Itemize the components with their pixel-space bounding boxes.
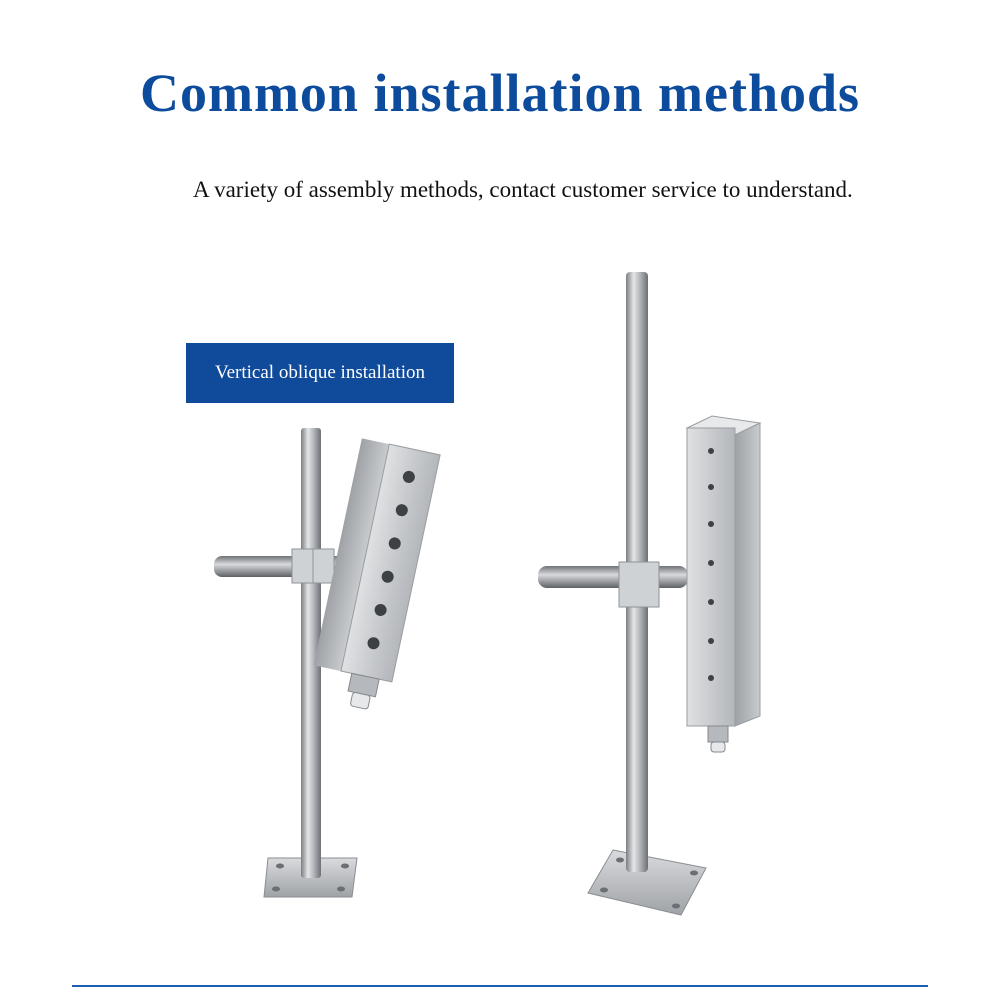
installation-type-badge: Vertical oblique installation (186, 343, 454, 403)
description-text: A variety of assembly methods, contact customer service to understand. (193, 177, 853, 202)
right-assembly (538, 272, 760, 915)
left-assembly (214, 428, 440, 897)
page-title: Common installation methods (139, 63, 861, 123)
bottom-divider (72, 985, 928, 987)
